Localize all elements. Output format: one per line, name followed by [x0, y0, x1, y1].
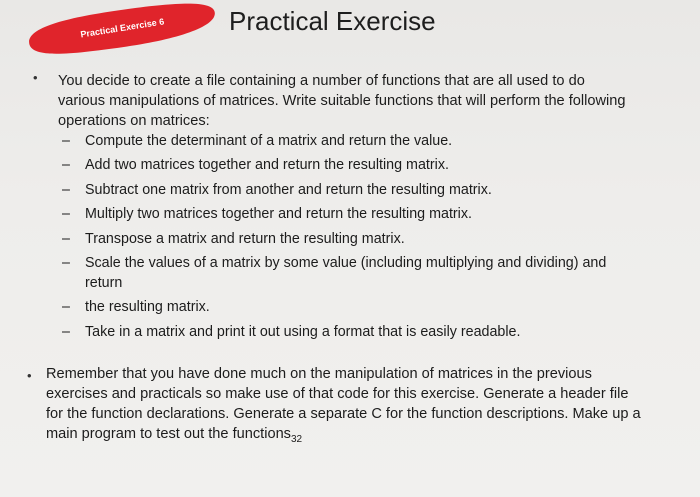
exercise-tag-label: Practical Exercise 6: [79, 16, 165, 40]
list-item: [62, 180, 622, 200]
intro-paragraph: You decide to create a file containing a number of functions that are all used to do various manipulations of matrices. Write suitable functions that will perform the following operations on matrices:: [58, 73, 626, 129]
list-item-text: the resulting matrix.: [85, 299, 210, 316]
bullet-icon: •: [27, 368, 32, 383]
list-item-text: Subtract one matrix from another and return the resulting matrix.: [85, 181, 492, 198]
dash-icon: –: [62, 230, 70, 247]
reminder-paragraph: [46, 364, 646, 450]
list-item: [62, 297, 622, 317]
dash-icon: –: [62, 157, 70, 174]
list-item-text: Transpose a matrix and return the resulting matrix.: [85, 230, 405, 247]
exercise-tag: [20, 0, 224, 65]
dash-icon: –: [62, 206, 70, 223]
list-item: [62, 155, 622, 175]
reminder-text: Remember that you have done much on the manipulation of matrices in the previous exercises and practicals so make use of that code for this exercise. Generate a header file for the function declarations. Generate a separate C for the function descriptions. Make up a main program to test out the functions: [46, 366, 641, 442]
page-title: Practical Exercise: [229, 6, 436, 36]
dash-icon: –: [62, 254, 70, 271]
list-item-text: Compute the determinant of a matrix and return the value.: [85, 133, 453, 149]
operations-list: [62, 131, 622, 346]
dash-icon: –: [62, 133, 70, 149]
list-item-text: Scale the values of a matrix by some value (including multiplying and dividing) and return: [85, 254, 607, 291]
list-item: [62, 229, 622, 249]
list-item: [62, 131, 622, 151]
dash-icon: –: [62, 323, 70, 340]
slide-number: 32: [290, 433, 303, 445]
list-item: [62, 322, 622, 342]
list-item: [62, 204, 622, 224]
dash-icon: –: [62, 181, 70, 198]
bullet-icon: •: [33, 70, 38, 85]
list-item: [62, 253, 622, 293]
list-item-text: Take in a matrix and print it out using a format that is easily readable.: [85, 323, 521, 340]
list-item-text: Multiply two matrices together and return the resulting matrix.: [85, 206, 472, 223]
list-item-text: Add two matrices together and return the resulting matrix.: [85, 157, 449, 174]
dash-icon: –: [62, 299, 70, 316]
